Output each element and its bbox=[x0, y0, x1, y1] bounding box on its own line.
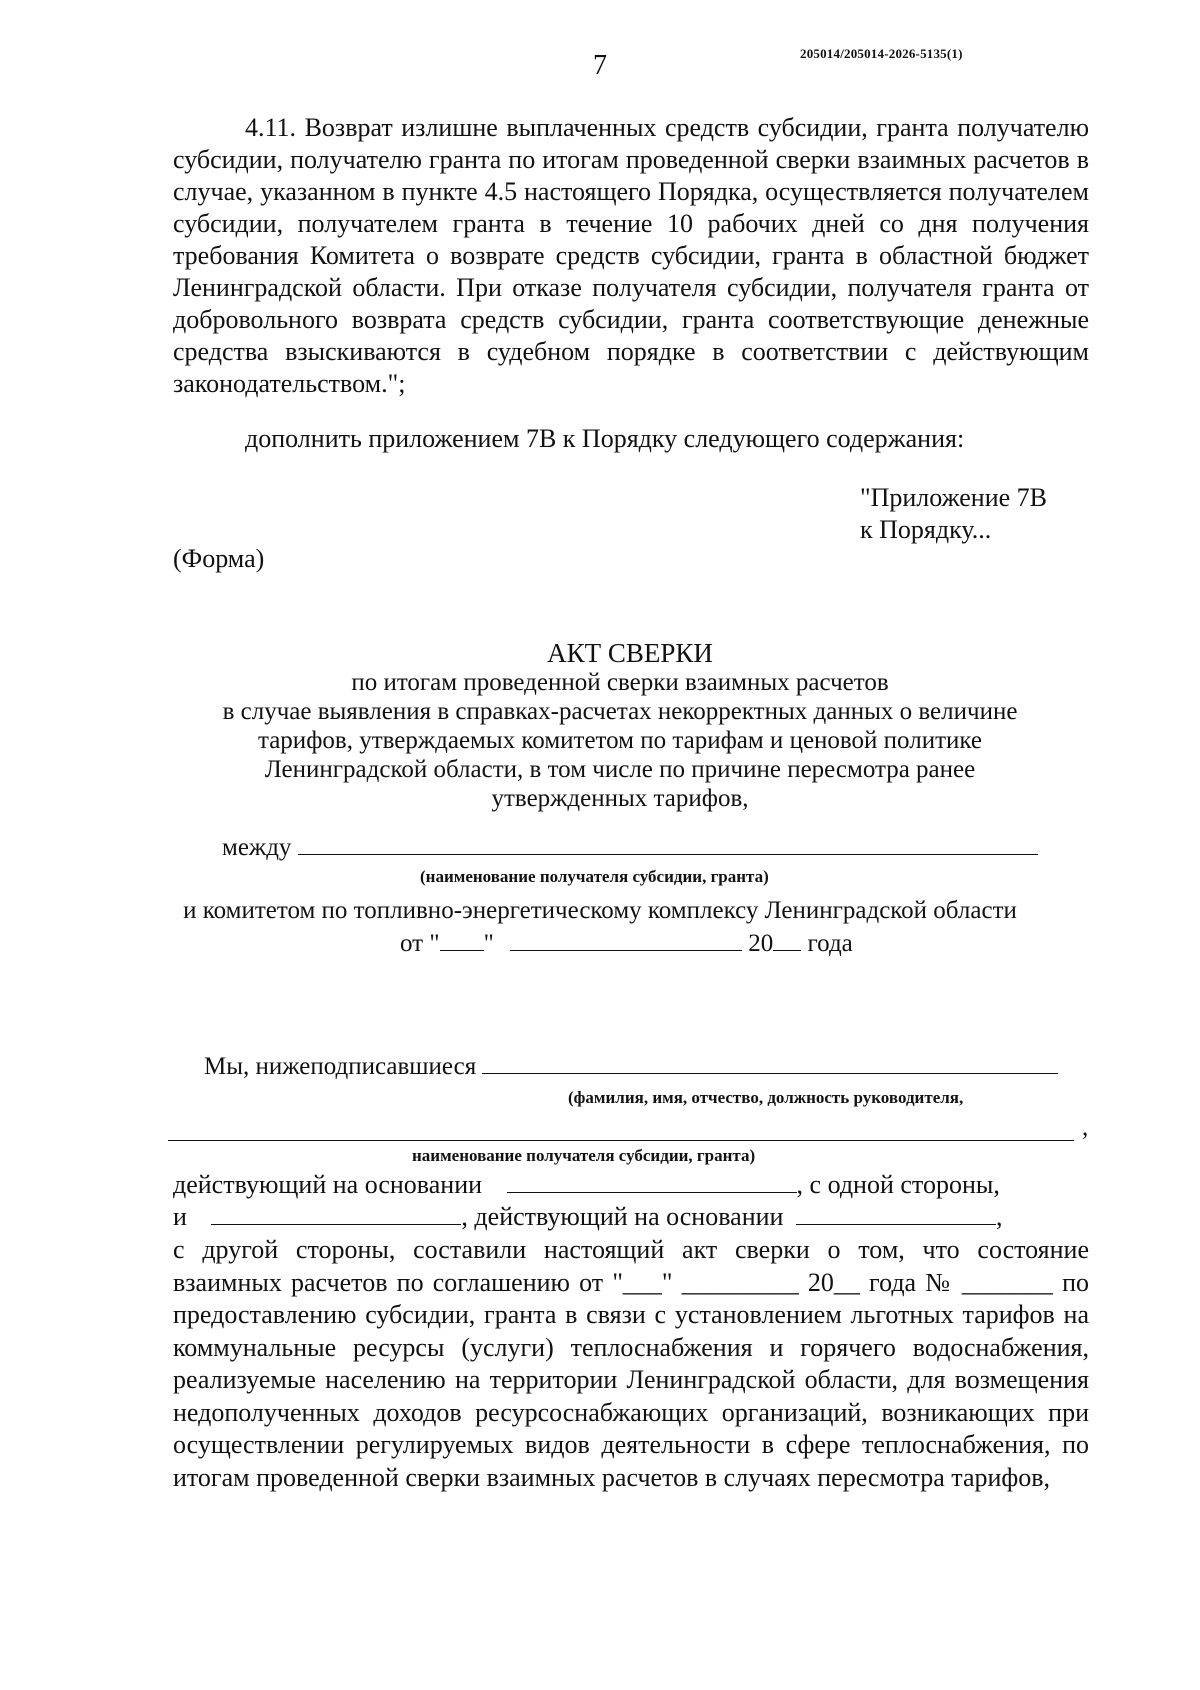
act-subtitle-line: тарифов, утверждаемых комитетом по тарифам и ценовой политике bbox=[257, 727, 983, 754]
signatories-label: Мы, нижеподписавшиеся bbox=[204, 1053, 477, 1080]
recipient-caption: (наименование получателя субсидии, гранта) bbox=[420, 867, 769, 886]
between-row bbox=[222, 832, 1038, 863]
date-year-word: года bbox=[807, 930, 853, 957]
basis-doc-blank[interactable] bbox=[507, 1170, 797, 1193]
form-label: (Форма) bbox=[173, 544, 265, 573]
paragraph-4-11: 4.11. Возврат излишне выплаченных средств субсидии, гранта получателю субсидии, получателю гранта по итогам проведенной сверки взаимных расчетов в случае, указанном в пункте 4.5 настоящего Порядка, осуществляется получателем субсидии, получателем гранта в течение 10 рабочих дней со дня получения требования Комитета о возврате средств субсидии, гранта в областной бюджет Ленинградской области. При отказе получателя субсидии, получателя гранта от добровольного возврата средств субсидии, гранта соответствующие денежные средства взыскиваются в судебном порядке в соответствии с действующим законодательством."; bbox=[173, 113, 1089, 398]
act-subtitle-line: утвержденных тарифов, bbox=[491, 785, 749, 812]
second-basis-blank[interactable] bbox=[796, 1202, 996, 1225]
recipient-name-full-blank[interactable] bbox=[168, 1118, 1074, 1141]
second-basis-label: , действующий на основании bbox=[461, 1202, 784, 1231]
page-number: 7 bbox=[593, 50, 607, 81]
signatories-row bbox=[204, 1051, 1058, 1082]
basis-row-2 bbox=[173, 1202, 1089, 1232]
date-day-blank[interactable] bbox=[440, 928, 484, 951]
basis-row-1 bbox=[173, 1170, 1089, 1200]
act-subtitle-line: по итогам проведенной сверки взаимных расчетов bbox=[351, 669, 889, 696]
act-body-text: с другой стороны, составили настоящий акт сверки о том, что состояние взаимных расчетов по соглашению от "___" _________ 20__ года № _______ по предоставлению субсидии, гранта в связи с установлением льготных тарифов на коммунальные ресурсы (услуги) теплоснабжения и горячего водоснабжения, реализуемые населению на территории Ленинградской области, для возмещения недополученных доходов ресурсоснабжающих организаций, возникающих при осуществлении регулируемых видов деятельности в сфере теплоснабжения, по итогам проведенной сверки взаимных расчетов в случаях пересмотра тарифов, bbox=[173, 1235, 1089, 1492]
head-caption: (фамилия, имя, отчество, должность руководителя, bbox=[568, 1088, 964, 1107]
recipient-name-blank[interactable] bbox=[298, 832, 1038, 855]
basis-label: действующий на основании bbox=[173, 1170, 483, 1199]
act-subtitle bbox=[140, 668, 1100, 813]
between-label: между bbox=[222, 834, 292, 861]
comma: , bbox=[1082, 1114, 1089, 1141]
committee-line: и комитетом по топливно-энергетическому комплексу Ленинградской области bbox=[183, 897, 1017, 924]
date-prefix: от " bbox=[400, 930, 440, 957]
document-id: 205014/205014-2026-5135(1) bbox=[800, 46, 963, 61]
head-name-blank[interactable] bbox=[482, 1051, 1058, 1074]
recipient-caption-2: наименование получателя субсидии, гранта) bbox=[412, 1146, 756, 1165]
act-title: АКТ СВЕРКИ bbox=[547, 638, 713, 668]
date-month-blank[interactable] bbox=[510, 928, 742, 951]
paragraph-add-appendix: дополнить приложением 7В к Порядку следующего содержания: bbox=[245, 424, 965, 453]
appendix-line-1: "Приложение 7В bbox=[860, 483, 1048, 512]
act-subtitle-line: Ленинградской области, в том числе по причине пересмотра ранее bbox=[264, 756, 976, 783]
first-party-label: , с одной стороны, bbox=[796, 1170, 1000, 1199]
date-year-prefix: 20 bbox=[748, 930, 774, 957]
appendix-heading bbox=[860, 482, 1047, 546]
date-row bbox=[400, 928, 853, 959]
act-subtitle-line: в случае выявления в справках-расчетах некорректных данных о величине bbox=[222, 698, 1018, 725]
second-party-blank[interactable] bbox=[211, 1202, 461, 1225]
appendix-line-2: к Порядку... bbox=[860, 515, 992, 544]
comma-2: , bbox=[995, 1202, 1003, 1231]
and-label: и bbox=[173, 1202, 187, 1231]
date-quote: " bbox=[483, 930, 494, 957]
date-year-blank[interactable] bbox=[773, 928, 801, 951]
